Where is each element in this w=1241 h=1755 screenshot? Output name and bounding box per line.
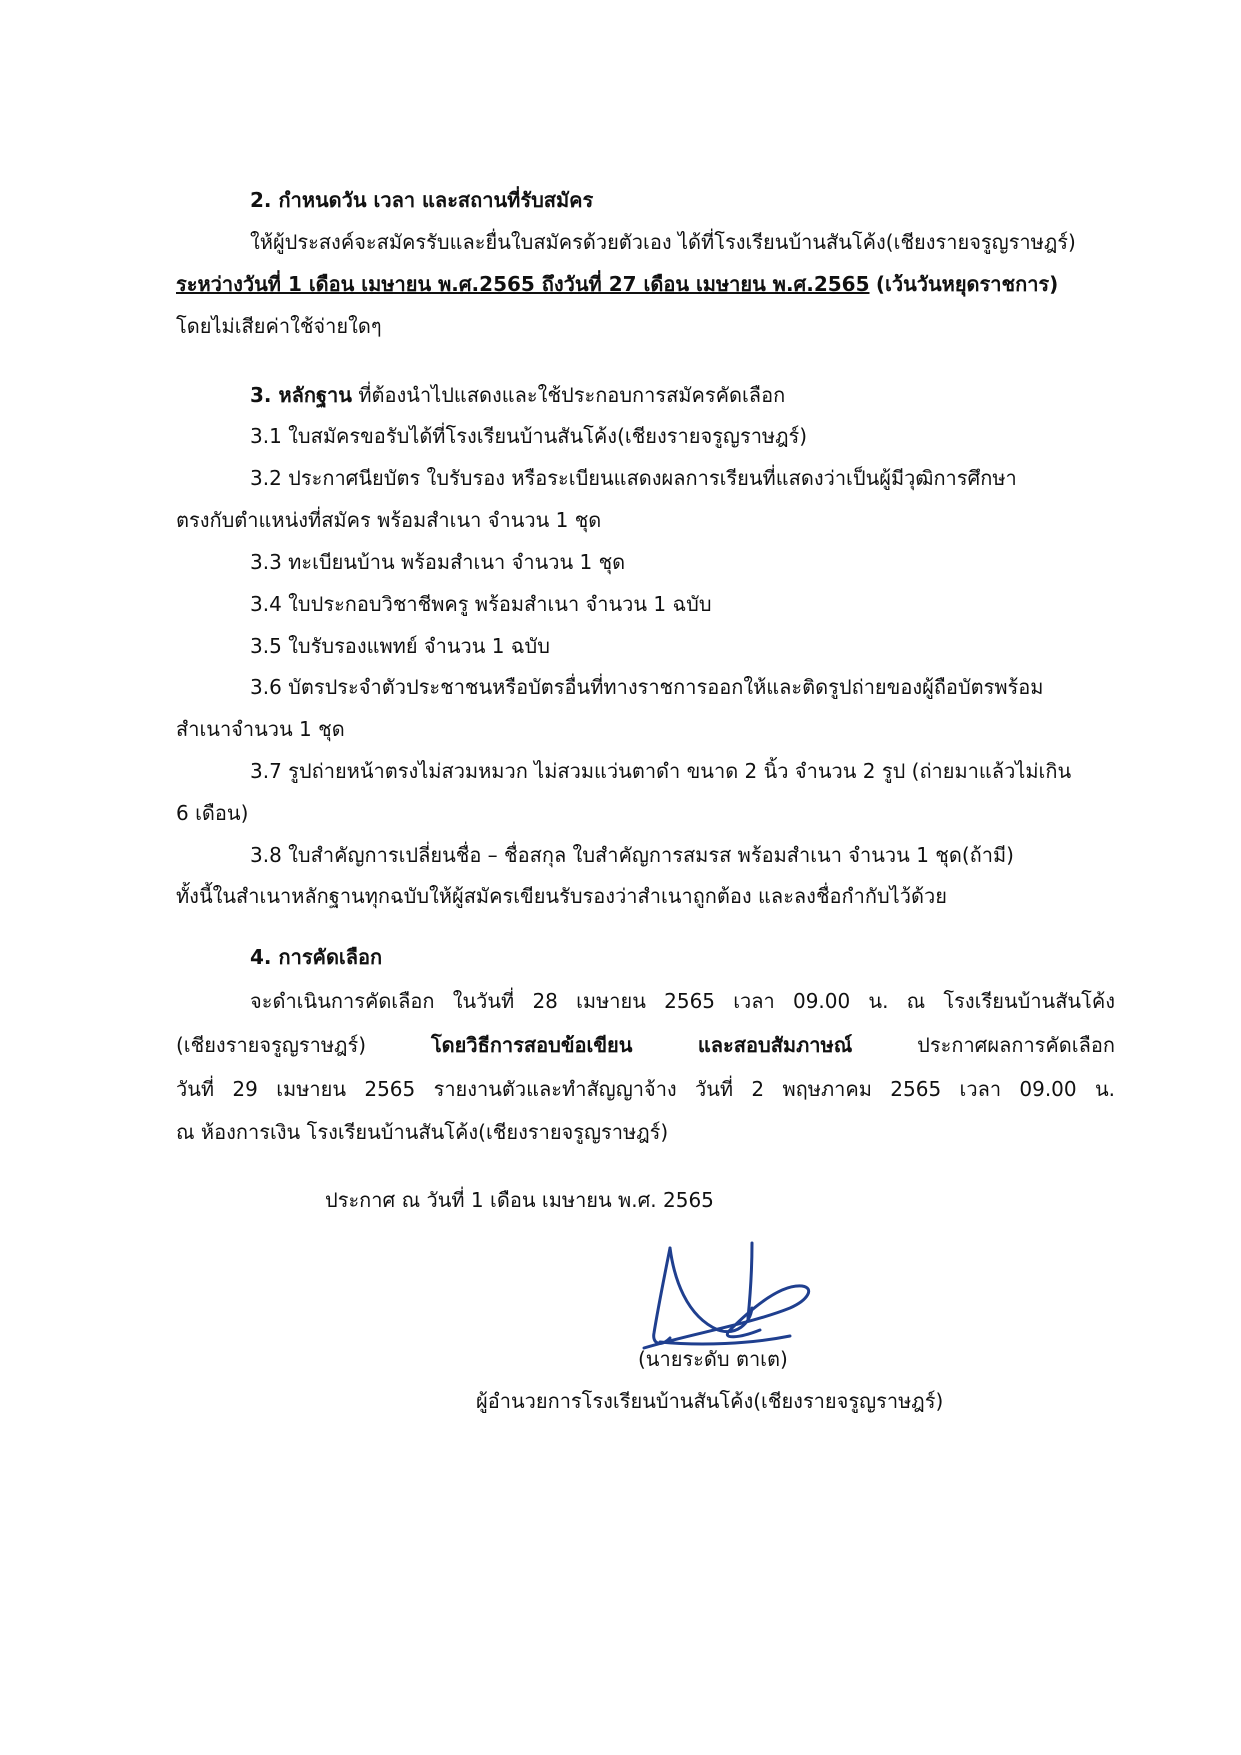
signature-image — [640, 1238, 830, 1358]
item-3-4: 3.4 ใบประกอบวิชาชีพครู พร้อมสำเนา จำนวน 1 ฉบับ — [250, 592, 712, 616]
section3-heading-rest: ที่ต้องนำไปแสดงและใช้ประกอบการสมัครคัดเลือก — [358, 383, 786, 407]
item-3-8: 3.8 ใบสำคัญการเปลี่ยนชื่อ – ชื่อสกุล ใบสำคัญการสมรส พร้อมสำเนา จำนวน 1 ชุด(ถ้ามี) — [250, 843, 1014, 867]
section4-line4: ณ ห้องการเงิน โรงเรียนบ้านสันโค้ง(เชียงรายจรูญราษฎร์) — [176, 1120, 669, 1144]
item-3-7-line1: 3.7 รูปถ่ายหน้าตรงไม่สวมหมวก ไม่สวมแว่นตาดำ ขนาด 2 นิ้ว จำนวน 2 รูป (ถ่ายมาแล้วไม่เกิน — [250, 759, 1072, 783]
section4-line2 — [176, 1031, 1115, 1059]
announcement-date: ประกาศ ณ วันที่ 1 เดือน เมษายน พ.ศ. 2565 — [325, 1188, 714, 1212]
section2-line1: ให้ผู้ประสงค์จะสมัครรับและยื่นใบสมัครด้วยตัวเอง ได้ที่โรงเรียนบ้านสันโค้ง(เชียงรายจรูญราษฎร์) — [250, 230, 1076, 254]
item-3-7-line2: 6 เดือน) — [176, 801, 249, 825]
section3-note: ทั้งนี้ในสำเนาหลักฐานทุกฉบับให้ผู้สมัครเขียนรับรองว่าสำเนาถูกต้อง และลงชื่อกำกับไว้ด้วย — [176, 884, 947, 908]
section4-line3: วันที่ 29 เมษายน 2565 รายงานตัวและทำสัญญาจ้าง วันที่ 2 พฤษภาคม 2565 เวลา 09.00 น. — [176, 1077, 1115, 1101]
application-period: ระหว่างวันที่ 1 เดือน เมษายน พ.ศ.2565 ถึงวันที่ 27 เดือน เมษายน พ.ศ.2565 — [176, 272, 870, 296]
item-3-5: 3.5 ใบรับรองแพทย์ จำนวน 1 ฉบับ — [250, 634, 550, 658]
item-3-6-line1: 3.6 บัตรประจำตัวประชาชนหรือบัตรอื่นที่ทางราชการออกให้และติดรูปถ่ายของผู้ถือบัตรพร้อม — [250, 675, 1044, 699]
section3-heading-bold: 3. หลักฐาน — [250, 383, 352, 407]
section4-line2-pre: (เชียงรายจรูญราษฎร์) — [176, 1033, 367, 1057]
item-3-2-line2: ตรงกับตำแหน่งที่สมัคร พร้อมสำเนา จำนวน 1 ชุด — [176, 508, 602, 532]
section4-heading: 4. การคัดเลือก — [250, 945, 383, 969]
section3-heading — [250, 381, 785, 409]
section2-heading: 2. กำหนดวัน เวลา และสถานที่รับสมัคร — [250, 188, 594, 212]
selection-method: โดยวิธีการสอบข้อเขียน และสอบสัมภาษณ์ — [430, 1033, 853, 1057]
signer-name: (นายระดับ ตาเต) — [638, 1347, 788, 1371]
item-3-2-line1: 3.2 ประกาศนียบัตร ใบรับรอง หรือระเบียนแสดงผลการเรียนที่แสดงว่าเป็นผู้มีวุฒิการศึกษา — [250, 466, 1017, 490]
holiday-exception: (เว้นวันหยุดราชการ) — [875, 272, 1059, 296]
section4-line1: จะดำเนินการคัดเลือก ในวันที่ 28 เมษายน 2565 เวลา 09.00 น. ณ โรงเรียนบ้านสันโค้ง — [250, 989, 1115, 1013]
item-3-1: 3.1 ใบสมัครขอรับได้ที่โรงเรียนบ้านสันโค้ง(เชียงรายจรูญราษฎร์) — [250, 424, 808, 448]
section2-line3: โดยไม่เสียค่าใช้จ่ายใดๆ — [176, 314, 382, 338]
section2-period-line — [176, 270, 1058, 298]
item-3-3: 3.3 ทะเบียนบ้าน พร้อมสำเนา จำนวน 1 ชุด — [250, 550, 626, 574]
item-3-6-line2: สำเนาจำนวน 1 ชุด — [176, 717, 345, 741]
section4-line2-post: ประกาศผลการคัดเลือก — [917, 1033, 1116, 1057]
signer-position: ผู้อำนวยการโรงเรียนบ้านสันโค้ง(เชียงรายจรูญราษฎร์) — [476, 1389, 944, 1413]
